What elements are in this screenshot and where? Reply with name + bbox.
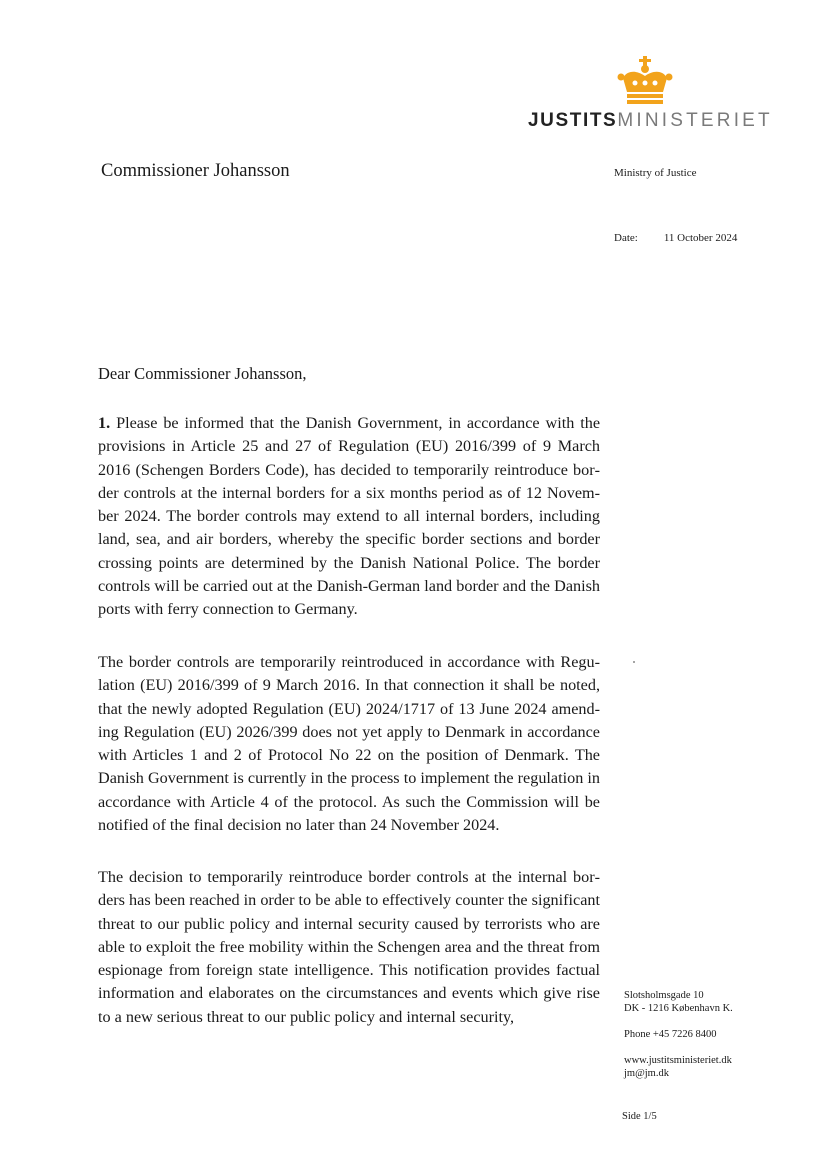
date-value: 11 October 2024 [663,232,738,244]
wordmark-bold: JUSTITS [528,110,618,131]
address-street: Slotsholmsgade 10 [624,990,704,1001]
salutation: Dear Commissioner Johansson, [98,364,307,383]
scan-artifact-dot [633,661,635,663]
crown-logo-icon [617,56,673,106]
web-contact [624,1054,732,1080]
sender-ministry: Ministry of Justice [614,167,697,179]
ministry-wordmark [528,108,773,134]
date-label: Date: [614,232,638,244]
email-link[interactable]: jm@jm.dk [624,1068,669,1079]
address-block [624,989,733,1015]
paragraph-1-text: Please be informed that the Danish Government, in accordance with the provisions in Article 25 and 27 of Regulation (EU) 2016/399 of 9 March 2016 (Schengen Borders Code), has decided to temporarily reintroduce border controls at the internal borders for a six months period as of 12 November 2024. The border controls may extend to all internal borders, including land, sea, and air borders, whereby the specific border sections and border crossing points are determined by the Danish National Police. The border controls will be carried out at the Danish-German land border and the Danish ports with ferry connection to Germany. [98,414,601,619]
paragraph-1 [98,412,600,622]
address-city: DK - 1216 København K. [624,1003,733,1014]
paragraph-number: 1. [98,414,111,432]
date-row [614,230,737,246]
phone-number: Phone +45 7226 8400 [624,1029,717,1040]
paragraph-3: The decision to temporarily reintroduce border controls at the internal borders has been reached in order to be able to effectively counter the significant threat to our public policy and internal security caused by terrorists who are able to exploit the free mobility within the Schengen area and the threat from espionage from foreign state intelligence. This notification provides factual information and elaborates on the circumstances and events which give rise to a new serious threat to our public policy and internal security, [98,868,600,1026]
website-link[interactable]: www.justitsministeriet.dk [624,1055,732,1066]
paragraph-2: The border controls are temporarily reintroduced in accordance with Regulation (EU) 2016/399 of 9 March 2016. In that connection it shall be noted, that the newly adopted Regulation (EU) 2024/1717 of 13 June 2024 amending Regulation (EU) 2026/399 does not yet apply to Denmark in accordance with Articles 1 and 2 of Protocol No 22 on the position of Denmark. The Danish Government is currently in the process to implement the regulation in accordance with Article 4 of the protocol. As such the Commission will be notified of the final decision no later than 24 November 2024. [98,653,600,835]
wordmark-light: MINISTERIET [617,110,773,131]
page-number: Side 1/5 [622,1111,657,1122]
recipient-name: Commissioner Johansson [101,161,290,181]
